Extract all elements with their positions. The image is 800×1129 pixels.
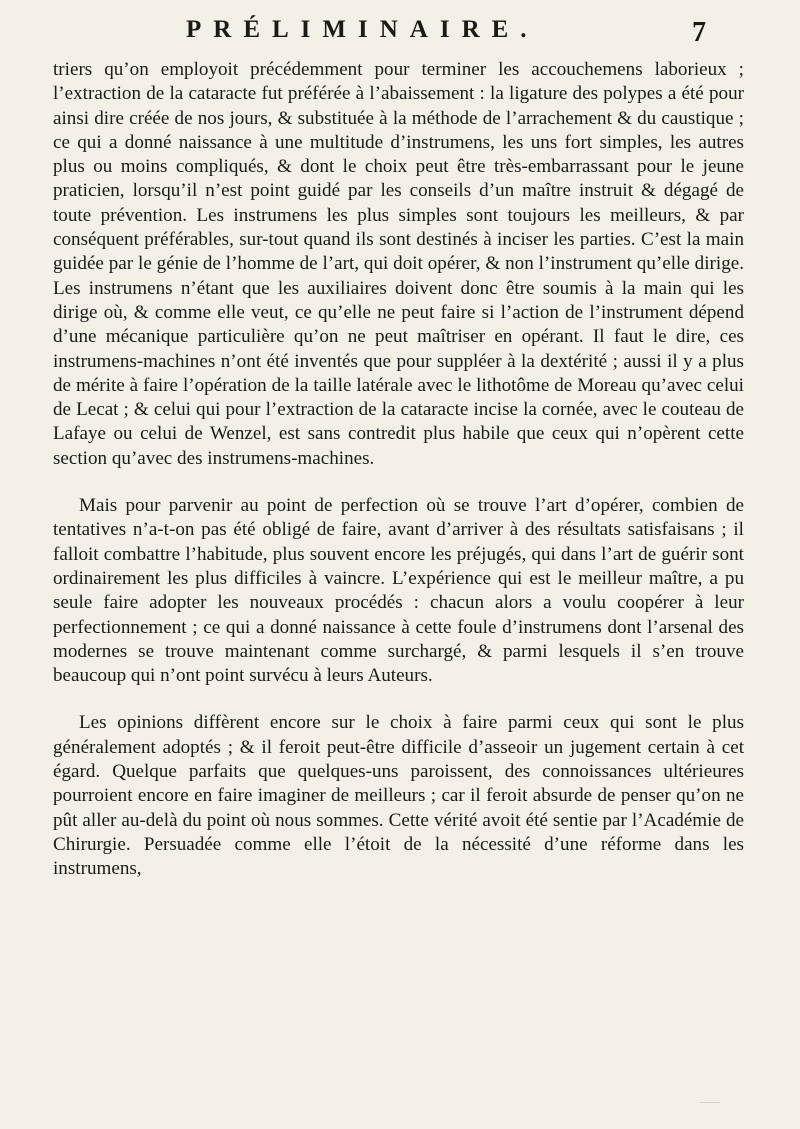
paragraph-3: Les opinions diffèrent encore sur le choix à faire parmi ceux qui sont le plus généralement adoptés ; & il feroit peut-être difficile d’asseoir un jugement certain à cet égard. Quelque parfaits que quelques-uns paroissent, des connoissances ultérieures pourroient encore en faire imaginer de meilleurs ; car il feroit absurde de penser qu’on ne pût aller au-delà du point où nous sommes. Cette vérité avoit été sentie par l’Académie de Chirurgie. Persuadée comme elle l’étoit de la nécessité d’une réforme dans les instrumens,: [53, 712, 744, 880]
page-content: [53, 58, 744, 1118]
page-number: 7: [692, 17, 706, 48]
page-header: [186, 16, 706, 50]
paragraph-1: triers qu’on employoit précédemment pour terminer les accouchemens laborieux ; l’extraction de la cataracte fut préférée à l’abaissement : la ligature des polypes a été pour ainsi dire créée de nos jours, & substituée à la méthode de l’arrachement & du caustique ; ce qui a donné naissance à une multitude d’instrumens, les uns fort simples, les autres plus ou moins compliqués, & dont le choix peut être très-embarrassant pour le jeune praticien, lorsqu’il n’est point guidé par les conseils d’un maître instruit & dégagé de toute prévention. Les instrumens les plus simples sont toujours les meilleurs, & par conséquent préférables, sur-tout quand ils sont destinés à inciser les parties. C’est la main guidée par le génie de l’homme de l’art, qui doit opérer, & non l’instrument qu’elle dirige. Les instrumens n’étant que les auxiliaires doivent donc être soumis à la main qui les dirige où, & comme elle veut, ce qu’elle ne peut faire si l’action de l’instrument dépend d’une mécanique particulière qu’on ne peut maîtriser en opérant. Il faut le dire, ces instrumens-machines n’ont été inventés que pour suppléer à la dextérité ; aussi il y a plus de mérite à faire l’opération de la taille latérale avec le lithotôme de Moreau qu’avec celui de Lecat ; & celui qui pour l’extraction de la cataracte incise la cornée, avec le couteau de Lafaye ou celui de Wenzel, est sans contredit plus habile que ceux qui n’opèrent cette section qu’avec des instrumens-machines.: [53, 59, 744, 469]
running-head-title: PRÉLIMINAIRE.: [186, 16, 539, 43]
paragraph-2: Mais pour parvenir au point de perfection où se trouve l’art d’opérer, combien de tentatives n’a-t-on pas été obligé de faire, avant d’arriver à des résultats satisfaisans ; il falloit combattre l’habitude, plus souvent encore les préjugés, qui dans l’art de guérir sont ordinairement les plus difficiles à vaincre. L’expérience qui est le meilleur maître, a pu seule faire adopter les nouveaux procédés : chacun alors a voulu coopérer à leur perfectionnement ; ce qui a donné naissance à cette foule d’instrumens dont l’arsenal des modernes se trouve maintenant comme surchargé, & parmi lesquels il s’en trouve beaucoup qui n’ont point survécu à leurs Auteurs.: [53, 495, 744, 687]
paper-mark-icon: [700, 1102, 720, 1111]
